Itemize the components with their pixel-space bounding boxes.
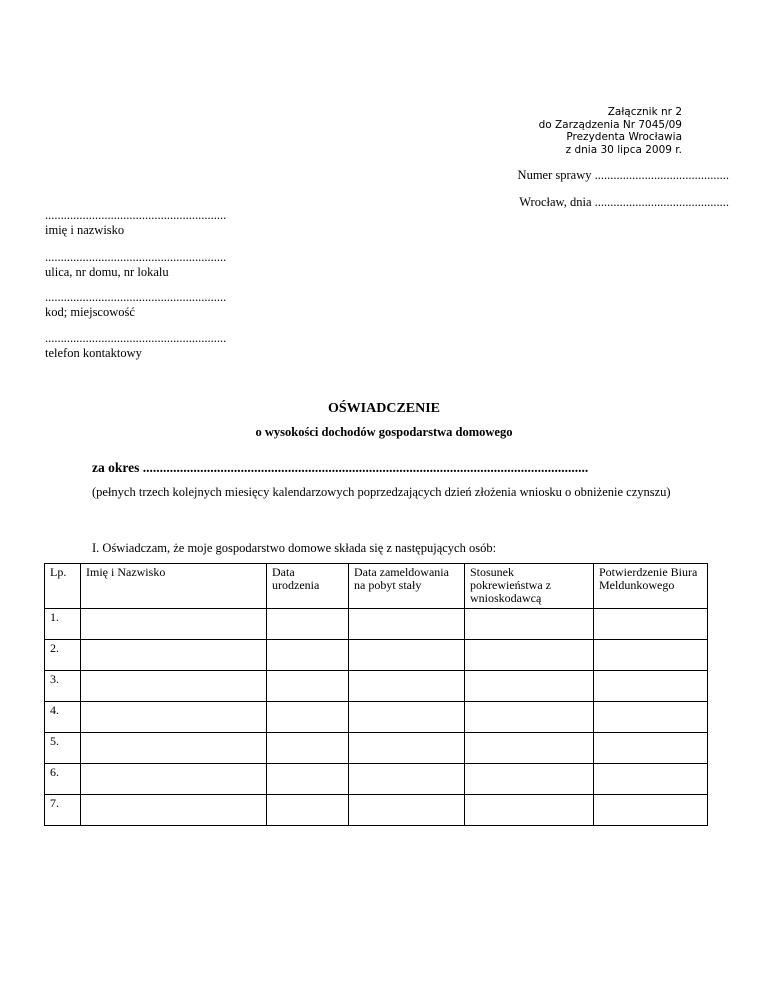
cell-name[interactable] [81, 640, 267, 671]
cell-name[interactable] [81, 702, 267, 733]
cell-relationship[interactable] [465, 795, 594, 826]
cell-confirmation[interactable] [594, 640, 708, 671]
row-number: 6. [45, 764, 81, 795]
row-number: 3. [45, 671, 81, 702]
period-note: (pełnych trzech kolejnych miesięcy kalendarzowych poprzedzających dzień złożenia wniosku o obniżenie czynszu) [92, 485, 671, 499]
col-header-confirmation: Potwierdzenie Biura Meldunkowego [594, 564, 708, 609]
cell-name[interactable] [81, 764, 267, 795]
field-label: telefon kontaktowy [45, 346, 142, 360]
table-row [45, 733, 708, 764]
cell-registration-date[interactable] [349, 671, 465, 702]
place-date-field[interactable]: Wrocław, dnia ........................................... [519, 195, 729, 209]
row-number: 4. [45, 702, 81, 733]
street-field[interactable] [45, 250, 226, 280]
cell-name[interactable] [81, 795, 267, 826]
annex-line: Załącznik nr 2 [607, 106, 682, 118]
cell-registration-date[interactable] [349, 795, 465, 826]
cell-relationship[interactable] [465, 609, 594, 640]
field-label: ulica, nr domu, nr lokalu [45, 265, 169, 279]
household-intro: I. Oświadczam, że moje gospodarstwo domowe składa się z następujących osób: [92, 541, 497, 555]
field-label: imię i nazwisko [45, 223, 125, 237]
fill-line: .......................................................... [45, 250, 227, 264]
col-header-relationship: Stosunek pokrewieństwa z wnioskodawcą [465, 564, 594, 609]
name-field[interactable] [45, 208, 226, 238]
cell-registration-date[interactable] [349, 609, 465, 640]
cell-relationship[interactable] [465, 764, 594, 795]
row-number: 5. [45, 733, 81, 764]
table-row [45, 702, 708, 733]
annex-line: Prezydenta Wrocławia [566, 131, 682, 143]
cell-relationship[interactable] [465, 640, 594, 671]
cell-confirmation[interactable] [594, 795, 708, 826]
cell-relationship[interactable] [465, 671, 594, 702]
case-number-field[interactable]: Numer sprawy ........................................... [517, 168, 729, 182]
col-header-lp: Lp. [45, 564, 81, 609]
table-row [45, 764, 708, 795]
col-header-registration-date: Data zameldowania na pobyt stały [349, 564, 465, 609]
cell-name[interactable] [81, 609, 267, 640]
table-header-row [45, 564, 708, 609]
fill-line: .......................................................... [45, 290, 227, 304]
phone-field[interactable] [45, 331, 226, 361]
cell-registration-date[interactable] [349, 640, 465, 671]
cell-confirmation[interactable] [594, 764, 708, 795]
cell-birth-date[interactable] [267, 764, 349, 795]
document-title: OŚWIADCZENIE [327, 401, 441, 416]
table-row [45, 795, 708, 826]
field-label: kod; miejscowość [45, 305, 135, 319]
annex-line: do Zarządzenia Nr 7045/09 [538, 118, 682, 131]
row-number: 2. [45, 640, 81, 671]
fill-line: .......................................................... [45, 208, 227, 222]
cell-birth-date[interactable] [267, 671, 349, 702]
cell-birth-date[interactable] [267, 795, 349, 826]
table-row [45, 671, 708, 702]
col-header-birth-date: Data urodzenia [267, 564, 349, 609]
cell-birth-date[interactable] [267, 609, 349, 640]
table-row [45, 609, 708, 640]
cell-relationship[interactable] [465, 702, 594, 733]
annex-reference [480, 106, 682, 156]
row-number: 1. [45, 609, 81, 640]
fill-line: .......................................................... [45, 331, 227, 345]
document-subtitle: o wysokości dochodów gospodarstwa domowego [255, 425, 513, 439]
household-members-table [44, 563, 708, 826]
col-header-name: Imię i Nazwisko [81, 564, 267, 609]
cell-confirmation[interactable] [594, 671, 708, 702]
cell-confirmation[interactable] [594, 733, 708, 764]
cell-confirmation[interactable] [594, 609, 708, 640]
postal-city-field[interactable] [45, 290, 226, 320]
table-row [45, 640, 708, 671]
cell-registration-date[interactable] [349, 764, 465, 795]
cell-birth-date[interactable] [267, 733, 349, 764]
cell-name[interactable] [81, 671, 267, 702]
cell-name[interactable] [81, 733, 267, 764]
period-field[interactable]: za okres .................................................................................................................................... [92, 460, 589, 475]
cell-registration-date[interactable] [349, 733, 465, 764]
cell-relationship[interactable] [465, 733, 594, 764]
cell-birth-date[interactable] [267, 640, 349, 671]
cell-confirmation[interactable] [594, 702, 708, 733]
cell-birth-date[interactable] [267, 702, 349, 733]
cell-registration-date[interactable] [349, 702, 465, 733]
annex-line: z dnia 30 lipca 2009 r. [565, 143, 682, 156]
row-number: 7. [45, 795, 81, 826]
